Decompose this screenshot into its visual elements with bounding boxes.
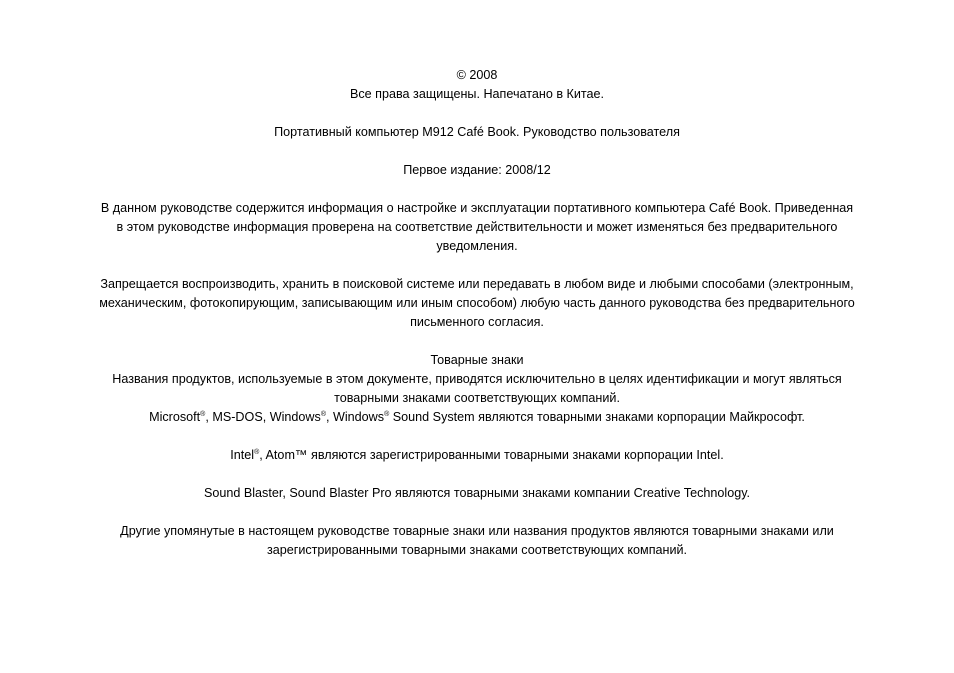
edition-line: Первое издание: 2008/12 <box>403 163 551 177</box>
info-line: В данном руководстве содержится информация о настройке и эксплуатации портативного компьютера Café Book. Приведенная <box>100 201 854 215</box>
microsoft-text: Microsoft <box>149 410 201 424</box>
prohibit-line: Запрещается воспроизводить, хранить в поисковой системе или передавать в любом виде и любыми способами (электронным, <box>100 277 854 291</box>
info-line: в этом руководстве информация проверена на соответствие действительности и может изменяться без предварительного <box>116 220 838 234</box>
copyright-year: © 2008 <box>456 68 498 82</box>
manual-title: Портативный компьютер M912 Café Book. Руководство пользователя <box>274 125 680 139</box>
sound-system-text: Sound System являются товарными знаками корпорации Майкрософт. <box>389 410 805 424</box>
trademarks-heading: Товарные знаки <box>430 353 524 367</box>
info-line: уведомления. <box>436 239 518 253</box>
intel-trademark-line <box>60 446 894 465</box>
prohibit-line: письменного согласия. <box>410 315 544 329</box>
creative-trademark-line: Sound Blaster, Sound Blaster Pro являются товарными знаками компании Creative Technology. <box>203 486 751 500</box>
rights-statement: Все права защищены. Напечатано в Китае. <box>349 87 605 101</box>
atom-text: , Atom™ являются зарегистрированными товарными знаками корпорации Intel. <box>259 448 724 462</box>
registered-mark: ® <box>254 449 260 456</box>
trademarks-intro-line: Названия продуктов, используемые в этом документе, приводятся исключительно в целях идентификации и могут являться <box>112 372 842 386</box>
trademarks-section <box>60 351 894 560</box>
microsoft-trademark-line <box>60 408 894 427</box>
registered-mark: ® <box>384 411 390 418</box>
prohibit-line: механическим, фотокопирующим, записывающим или иным способом) любую часть данного руководства без предварительного <box>99 296 855 310</box>
trademarks-intro-line: товарными знаками соответствующих компаний. <box>334 391 620 405</box>
intel-text: Intel <box>230 448 255 462</box>
info-paragraph <box>60 199 894 256</box>
msdos-windows-text: , MS-DOS, Windows <box>205 410 321 424</box>
other-trademarks-line: Другие упомянутые в настоящем руководстве товарные знаки или названия продуктов являются товарными знаками или <box>120 524 834 538</box>
copyright-page <box>60 66 894 560</box>
other-trademarks-line: зарегистрированными товарными знаками соответствующих компаний. <box>266 543 688 557</box>
registered-mark: ® <box>320 411 326 418</box>
windows-text: , Windows <box>325 410 385 424</box>
registered-mark: ® <box>200 411 206 418</box>
prohibit-paragraph <box>60 275 894 332</box>
